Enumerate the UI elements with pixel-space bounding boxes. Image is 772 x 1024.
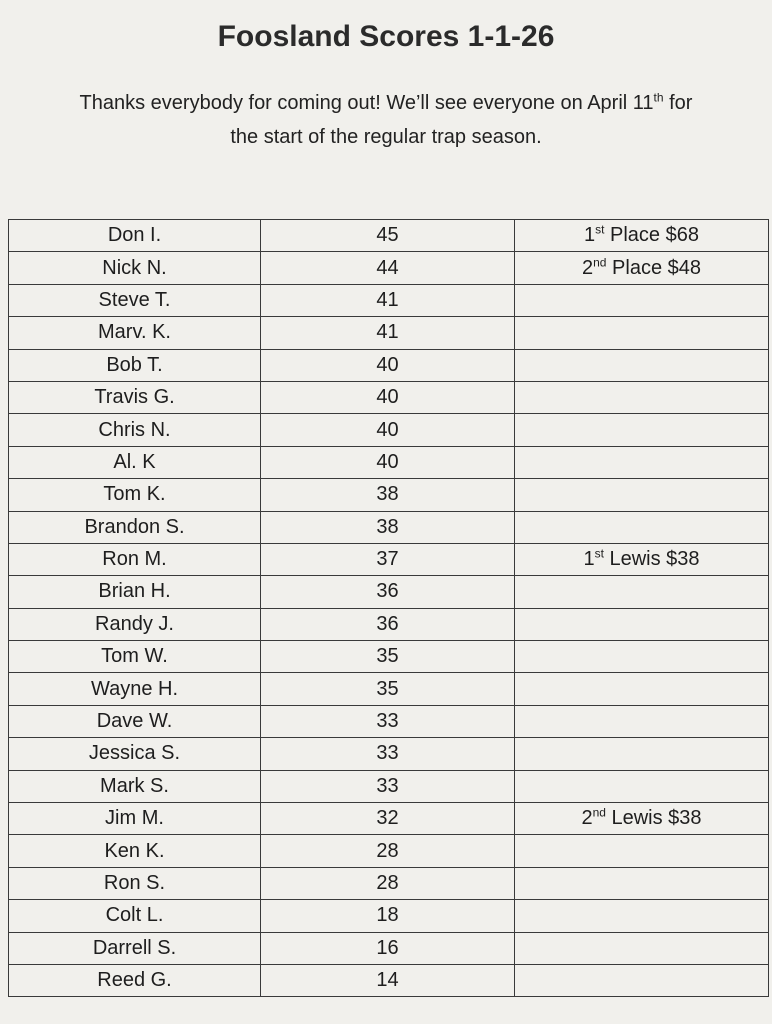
prize-ordinal-suffix: nd xyxy=(593,254,607,269)
prize-label: Place $48 xyxy=(606,256,701,279)
prize-cell xyxy=(515,446,769,478)
shooter-name-cell: Don I. xyxy=(9,220,261,252)
shooter-name-cell: Tom W. xyxy=(9,641,261,673)
table-row xyxy=(9,673,769,705)
prize-cell xyxy=(515,705,769,737)
table-row xyxy=(9,349,769,381)
intro-line-1 xyxy=(0,86,772,120)
prize-cell xyxy=(515,738,769,770)
table-row xyxy=(9,252,769,284)
table-row xyxy=(9,738,769,770)
prize-ordinal: 1 xyxy=(583,548,595,571)
prize-cell xyxy=(515,349,769,381)
table-row xyxy=(9,608,769,640)
shooter-name-cell: Marv. K. xyxy=(9,317,261,349)
table-row xyxy=(9,317,769,349)
score-cell: 44 xyxy=(261,252,515,284)
prize-cell xyxy=(515,867,769,899)
score-cell: 35 xyxy=(261,641,515,673)
table-row xyxy=(9,770,769,802)
prize-label: Place $68 xyxy=(604,224,699,247)
table-row xyxy=(9,381,769,413)
table-row xyxy=(9,964,769,996)
prize-cell xyxy=(515,414,769,446)
prize-cell xyxy=(515,673,769,705)
score-cell: 40 xyxy=(261,349,515,381)
score-cell: 14 xyxy=(261,964,515,996)
table-row xyxy=(9,641,769,673)
prize-cell xyxy=(515,803,769,835)
prize-cell xyxy=(515,511,769,543)
shooter-name-cell: Colt L. xyxy=(9,900,261,932)
score-cell: 16 xyxy=(261,932,515,964)
prize-cell xyxy=(515,317,769,349)
shooter-name-cell: Reed G. xyxy=(9,964,261,996)
prize-cell xyxy=(515,608,769,640)
table-row xyxy=(9,511,769,543)
prize-ordinal-suffix: st xyxy=(595,222,605,237)
shooter-name-cell: Dave W. xyxy=(9,705,261,737)
score-cell: 35 xyxy=(261,673,515,705)
table-row xyxy=(9,900,769,932)
prize-cell xyxy=(515,543,769,575)
shooter-name-cell: Nick N. xyxy=(9,252,261,284)
shooter-name-cell: Wayne H. xyxy=(9,673,261,705)
score-cell: 32 xyxy=(261,803,515,835)
prize-ordinal: 2 xyxy=(581,807,593,830)
score-cell: 40 xyxy=(261,414,515,446)
score-cell: 33 xyxy=(261,738,515,770)
intro-superscript: th xyxy=(653,90,664,105)
prize-ordinal-suffix: nd xyxy=(592,805,606,820)
prize-cell xyxy=(515,964,769,996)
prize-cell xyxy=(515,220,769,252)
table-row xyxy=(9,803,769,835)
table-row xyxy=(9,284,769,316)
intro-part-1: Thanks everybody for coming out! We’ll see everyone on April 11 xyxy=(79,92,654,114)
score-cell: 18 xyxy=(261,900,515,932)
score-cell: 38 xyxy=(261,511,515,543)
prize-cell xyxy=(515,576,769,608)
score-cell: 28 xyxy=(261,867,515,899)
shooter-name-cell: Al. K xyxy=(9,446,261,478)
prize-label: Lewis $38 xyxy=(603,548,700,571)
table-row xyxy=(9,576,769,608)
score-cell: 38 xyxy=(261,479,515,511)
table-row xyxy=(9,414,769,446)
score-cell: 36 xyxy=(261,576,515,608)
shooter-name-cell: Chris N. xyxy=(9,414,261,446)
shooter-name-cell: Bob T. xyxy=(9,349,261,381)
shooter-name-cell: Ron S. xyxy=(9,867,261,899)
shooter-name-cell: Brian H. xyxy=(9,576,261,608)
score-cell: 41 xyxy=(261,284,515,316)
shooter-name-cell: Darrell S. xyxy=(9,932,261,964)
prize-cell xyxy=(515,900,769,932)
shooter-name-cell: Randy J. xyxy=(9,608,261,640)
table-row xyxy=(9,705,769,737)
score-cell: 41 xyxy=(261,317,515,349)
prize-ordinal: 1 xyxy=(584,224,596,247)
prize-cell xyxy=(515,641,769,673)
prize-ordinal: 2 xyxy=(582,256,594,279)
intro-part-2: for xyxy=(663,92,693,114)
prize-cell xyxy=(515,479,769,511)
prize-cell xyxy=(515,252,769,284)
score-cell: 40 xyxy=(261,381,515,413)
prize-ordinal-suffix: st xyxy=(594,546,604,561)
prize-label: Lewis $38 xyxy=(605,807,702,830)
score-cell: 28 xyxy=(261,835,515,867)
intro-text xyxy=(0,86,772,154)
table-row xyxy=(9,543,769,575)
table-row xyxy=(9,446,769,478)
prize-cell xyxy=(515,770,769,802)
score-cell: 36 xyxy=(261,608,515,640)
page-title: Foosland Scores 1-1-26 xyxy=(217,20,555,53)
scores-table xyxy=(8,219,769,997)
shooter-name-cell: Steve T. xyxy=(9,284,261,316)
shooter-name-cell: Travis G. xyxy=(9,381,261,413)
score-cell: 37 xyxy=(261,543,515,575)
shooter-name-cell: Tom K. xyxy=(9,479,261,511)
table-row xyxy=(9,867,769,899)
prize-cell xyxy=(515,835,769,867)
table-row xyxy=(9,932,769,964)
score-cell: 45 xyxy=(261,220,515,252)
prize-cell xyxy=(515,284,769,316)
shooter-name-cell: Mark S. xyxy=(9,770,261,802)
prize-cell xyxy=(515,932,769,964)
scores-table-body xyxy=(9,220,769,997)
intro-line-2: the start of the regular trap season. xyxy=(230,126,542,148)
shooter-name-cell: Brandon S. xyxy=(9,511,261,543)
score-cell: 33 xyxy=(261,705,515,737)
shooter-name-cell: Jim M. xyxy=(9,803,261,835)
shooter-name-cell: Jessica S. xyxy=(9,738,261,770)
prize-cell xyxy=(515,381,769,413)
shooter-name-cell: Ron M. xyxy=(9,543,261,575)
score-cell: 33 xyxy=(261,770,515,802)
table-row xyxy=(9,835,769,867)
shooter-name-cell: Ken K. xyxy=(9,835,261,867)
table-row xyxy=(9,220,769,252)
table-row xyxy=(9,479,769,511)
score-cell: 40 xyxy=(261,446,515,478)
